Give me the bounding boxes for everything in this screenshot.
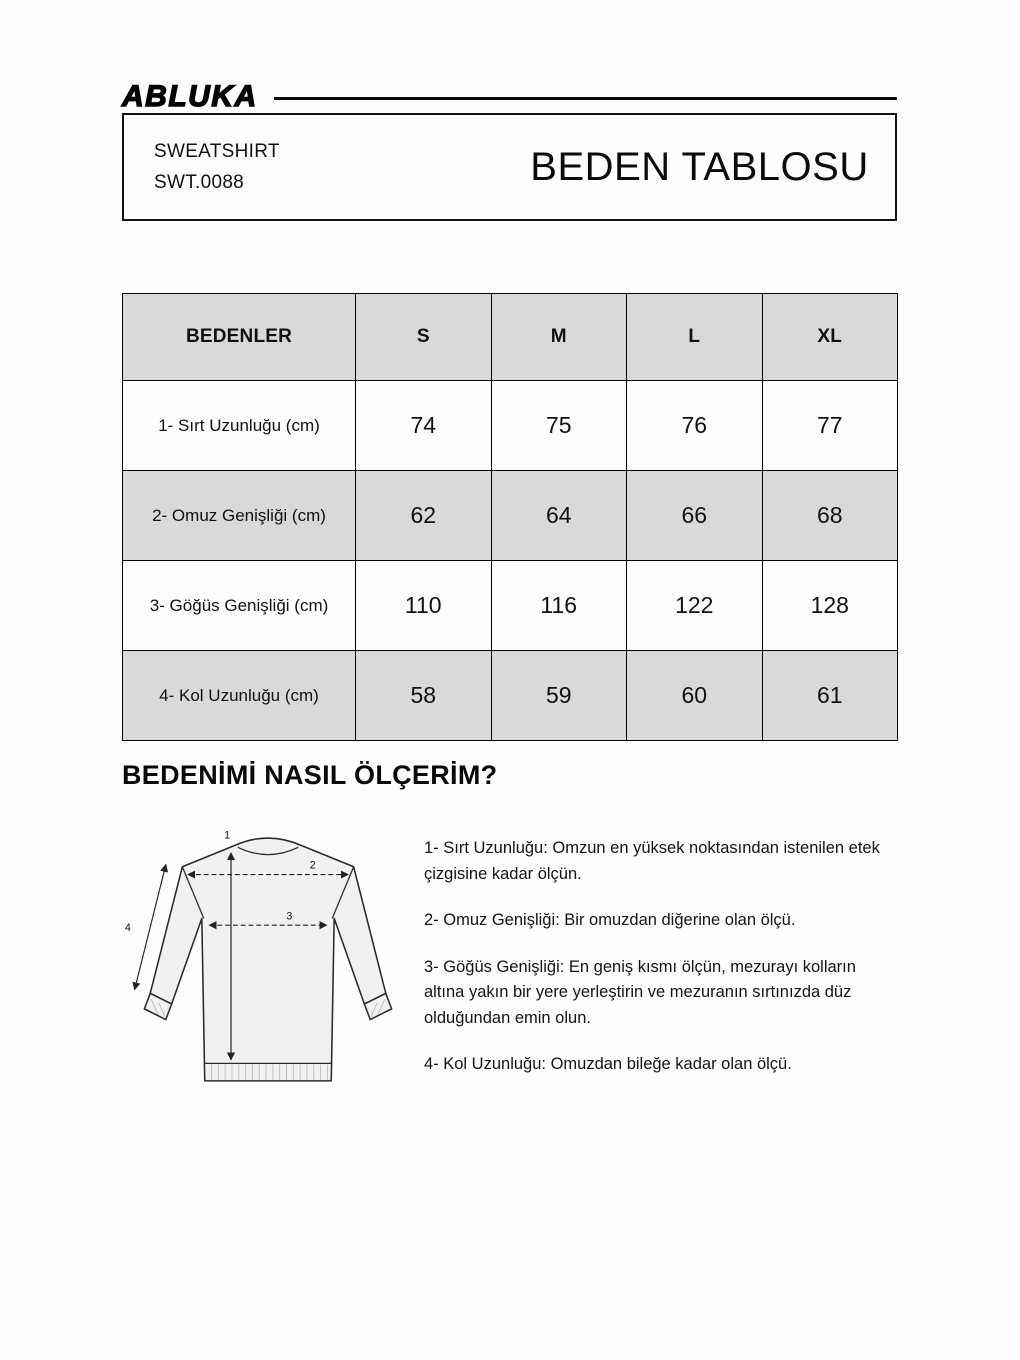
table-header-row	[123, 294, 898, 381]
header-cell-s: S	[356, 294, 492, 381]
size-value: 77	[762, 381, 898, 471]
size-table	[122, 293, 898, 741]
instruction-back-length: 1- Sırt Uzunluğu: Omzun en yüksek noktasından istenilen etek çizgisine kadar ölçün.	[424, 839, 880, 883]
size-value: 58	[356, 651, 492, 741]
size-value: 128	[762, 561, 898, 651]
size-value: 76	[627, 381, 763, 471]
product-code: SWT.0088	[154, 171, 245, 193]
diagram-label-1: 1	[224, 829, 231, 842]
size-value: 60	[627, 651, 763, 741]
header-cell-xl: XL	[762, 294, 898, 381]
sweatshirt-diagram-container	[118, 822, 420, 1119]
header-cell-bedenler: BEDENLER	[123, 294, 356, 381]
diagram-label-4: 4	[124, 922, 131, 935]
header-cell-l: L	[627, 294, 763, 381]
product-type: SWEATSHIRT	[154, 140, 280, 162]
size-value: 61	[762, 651, 898, 741]
size-value: 74	[356, 381, 492, 471]
brand-header	[122, 80, 897, 114]
instruction-chest-width: 3- Göğüs Genişliği: En geniş kısmı ölçün, mezurayı kolların altına yakın bir yere yerleştirin ve mezuranın sırtınızda düz olduğundan emin olun.	[424, 957, 856, 1027]
size-value: 64	[491, 471, 627, 561]
size-value: 110	[356, 561, 492, 651]
instruction-sleeve-length: 4- Kol Uzunluğu: Omuzdan bileğe kadar olan ölçü.	[424, 1055, 792, 1074]
header-cell-m: M	[491, 294, 627, 381]
size-value: 66	[627, 471, 763, 561]
size-value: 62	[356, 471, 492, 561]
table-row-sleeve-length	[123, 651, 898, 741]
size-value: 116	[491, 561, 627, 651]
size-value: 68	[762, 471, 898, 561]
size-value: 59	[491, 651, 627, 741]
page-title: BEDEN TABLOSU	[530, 144, 869, 189]
instruction-shoulder-width: 2- Omuz Genişliği: Bir omuzdan diğerine olan ölçü.	[424, 911, 796, 930]
row-label: 1- Sırt Uzunluğu (cm)	[123, 381, 356, 471]
table-row-chest-width	[123, 561, 898, 651]
row-label: 4- Kol Uzunluğu (cm)	[123, 651, 356, 741]
diagram-label-2: 2	[309, 859, 316, 872]
row-label: 3- Göğüs Genişliği (cm)	[123, 561, 356, 651]
header-divider-line	[274, 97, 897, 100]
size-value: 75	[491, 381, 627, 471]
measure-section-title: BEDENİMİ NASIL ÖLÇERİM?	[122, 760, 498, 790]
size-value: 122	[627, 561, 763, 651]
measure-section-body	[118, 822, 900, 1119]
table-row-shoulder-width	[123, 471, 898, 561]
diagram-label-3: 3	[286, 910, 293, 923]
row-label: 2- Omuz Genişliği (cm)	[123, 471, 356, 561]
sweatshirt-diagram	[118, 822, 418, 1114]
product-info-box	[122, 113, 897, 221]
table-row-back-length	[123, 381, 898, 471]
brand-logo: ABLUKA	[122, 80, 258, 113]
measure-instructions	[424, 822, 900, 1119]
product-info	[124, 141, 504, 194]
